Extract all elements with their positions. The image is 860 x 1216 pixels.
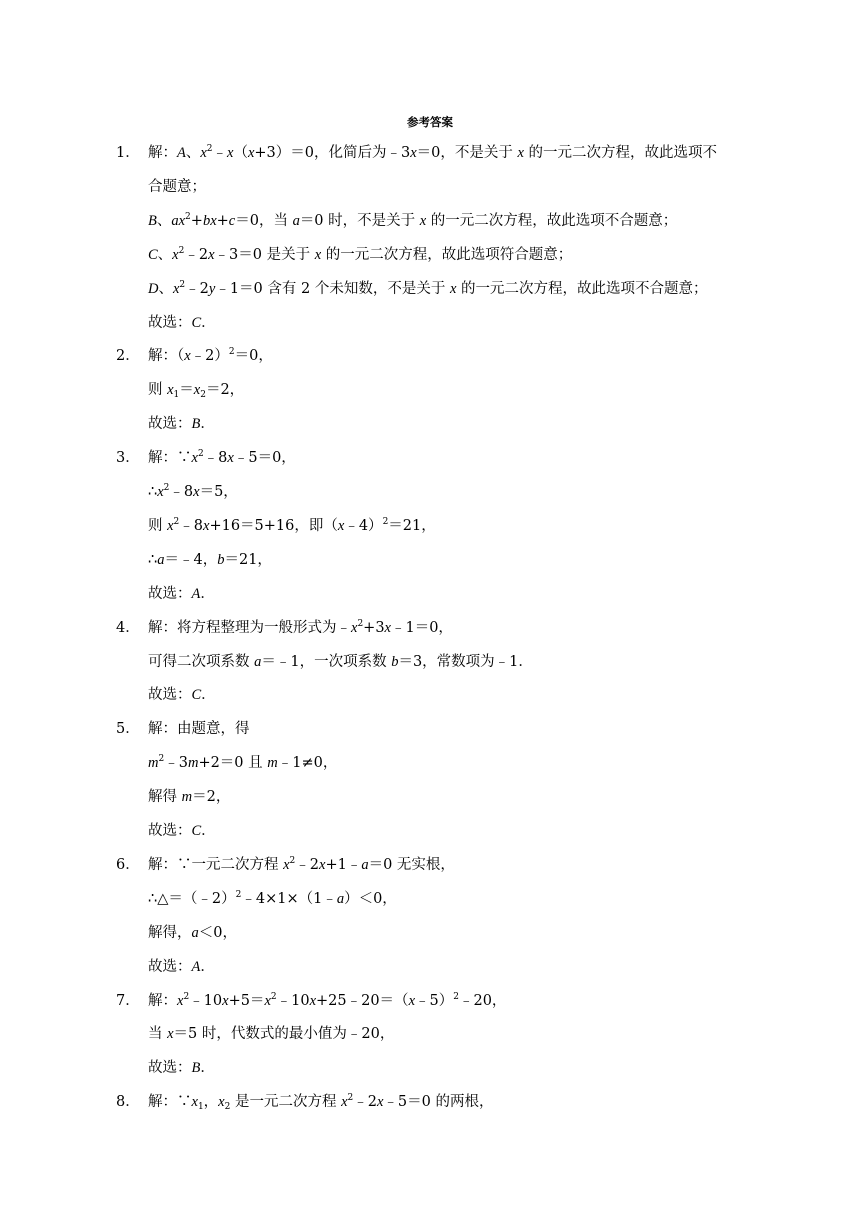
answer-line: 可得二次项系数 a＝﹣1，一次项系数 b＝3，常数项为﹣1． xyxy=(148,653,533,670)
answer-line: 故选：C． xyxy=(148,823,216,839)
answer-first-line: 解：A、$x^2﹣x(x+3)=0$，化简后为﹣3x＝0，不是关于 x 的一元二次方程，故此选项不 xyxy=(148,144,718,161)
answer-line: D、$x^2﹣2y﹣1=0$ 含有 2 个未知数，不是关于 x 的一元二次方程，故此选项不合题意； xyxy=(148,279,708,297)
answer-first-line: 解：$x^2﹣10x+5=x^2﹣10x+25﹣20=(x﹣5)^2﹣20$， xyxy=(148,991,507,1009)
answer-number: 6． xyxy=(116,856,140,873)
answer-number: 4． xyxy=(116,619,140,636)
answer-first-line: 解：由题意，得 xyxy=(148,721,250,738)
answer-first-line: 解：$\because x^2﹣8x﹣5=0$， xyxy=(148,449,296,467)
answer-line: 故选：B． xyxy=(148,416,215,433)
answer-line: 故选：A． xyxy=(148,585,215,602)
answer-line: $\therefore x^2﹣8x=5$， xyxy=(148,483,238,500)
answer-number: 8． xyxy=(116,1094,140,1111)
answer-line: 当 x＝5 时，代数式的最小值为﹣20， xyxy=(148,1026,395,1043)
answer-line: 故选：A． xyxy=(148,958,215,975)
answer-number: 7． xyxy=(116,992,140,1009)
answer-line: 故选：B． xyxy=(148,1060,215,1077)
answer-line: 解得，a＜0， xyxy=(148,924,237,941)
answer-line: 解得 m＝2， xyxy=(148,789,231,806)
answer-line: 则 $x^2﹣8x+16=5+16$，即（x﹣4）$^2$＝21， xyxy=(148,516,436,534)
answer-line: ∴a＝﹣4，b＝21， xyxy=(148,551,272,568)
answer-line: 合题意； xyxy=(148,178,206,195)
answer-line: 则 $x_1=x_2=2$， xyxy=(148,382,245,401)
answer-first-line: 解：将方程整理为一般形式为$﹣x^2+3x﹣1=0$， xyxy=(148,618,453,636)
answer-line: ∴△＝（﹣2）$^2$﹣4×1×（1﹣a）＜0， xyxy=(148,889,397,907)
answer-number: 5． xyxy=(116,721,140,738)
answer-first-line: 解：∵一元二次方程 $x^2﹣2x+1﹣a=0$ 无实根， xyxy=(148,855,455,873)
answer-line: 故选：C． xyxy=(148,687,216,704)
answer-line: 故选：C． xyxy=(148,314,216,331)
answer-first-line: 解：$\because x_1$，$x_2$ 是一元二次方程 $x^2﹣2x﹣5=0$ 的两根， xyxy=(148,1093,494,1113)
answer-number: 1． xyxy=(116,145,140,161)
answer-line: $m^2﹣3m+2=0$ 且 m﹣1≠0， xyxy=(148,754,338,772)
answer-first-line: 解：（x﹣2）$^2$＝0， xyxy=(148,347,273,365)
page-title: 参考答案 xyxy=(407,115,453,129)
answer-line: C、$x^2﹣2x﹣3=0$ 是关于 x 的一元二次方程，故此选项符合题意； xyxy=(148,245,573,263)
answer-number: 3． xyxy=(116,450,140,467)
answer-line: B、$ax^2+bx+c=0$，当 a＝0 时，不是关于 x 的一元二次方程，故此选项不合题意； xyxy=(148,211,678,229)
answer-number: 2． xyxy=(116,348,140,365)
